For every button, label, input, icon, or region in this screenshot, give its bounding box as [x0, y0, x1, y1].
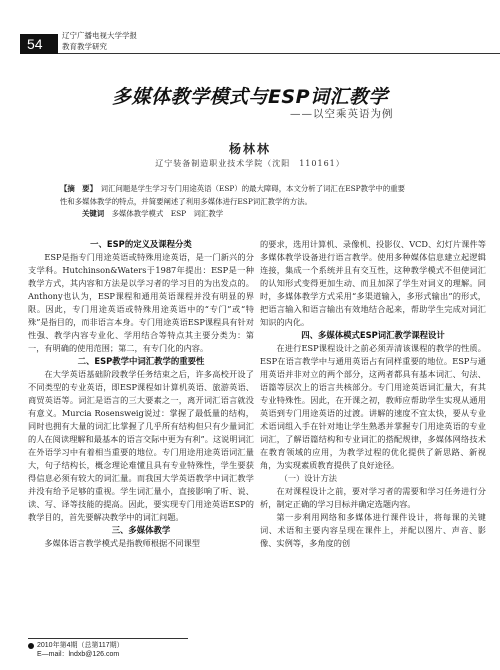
bullet-icon — [28, 643, 34, 649]
paragraph: 第一步利用网络和多媒体进行课件设计，将每课的关键词、术语和主要内容呈现在课件上，并配以图片、声音、影像、实例等，多角度的创 — [260, 512, 486, 548]
footer-rule — [28, 638, 188, 639]
section-heading-4: 四、多媒体模式ESP词汇教学课程设计 — [301, 330, 445, 340]
issue-line — [28, 641, 228, 650]
paragraph: ESP是指专门用途英语或特殊用途英语，是一门新兴的分支学科。Hutchinson&Waters于1987年提出：ESP是一种教学方式，其内容和方法是以学习者的学习目的为出发点的。Anthony也认为，ESP课程和通用英语课程并没有明显的界限。因此，专门用途英语或特殊用途英语中的“专门”或“特殊”是指目的，而非语言本身。专门用途英语ESP课程具有针对性强、教学内容专业化、学用结合等特点其主要分类为：第一，有明确的使用范围；第二，有专门化的内容。 — [28, 252, 254, 353]
abstract — [60, 183, 450, 221]
page-number: 54 — [20, 34, 58, 54]
author-affiliation: 辽宁装备制造职业技术学院（沈阳 110161） — [155, 159, 345, 168]
article-subtitle: ——以空乘英语为例 — [290, 108, 394, 120]
email-address: E—mail：lndxb@126.com — [37, 651, 120, 658]
subsection-heading: （一）设计方法 — [279, 473, 337, 483]
paragraph: 在对课程设计之前，要对学习者的需要和学习任务进行分析，制定正确的学习目标并确定选题内容。 — [260, 486, 486, 509]
abstract-text-2: 性和多媒体教学的特点，并简要阐述了利用多媒体进行ESP词汇教学的方法。 — [60, 196, 312, 206]
paragraph: 在大学英语基础阶段教学任务结束之后，许多高校开设了不同类型的专业英语，即ESP课程如计算机英语、旅游英语、商贸英语等。词汇是语言的三大要素之一，离开词汇语言就没有意义。Murcia Rosensweig说过：掌握了最低量的结构，同时也拥有大量的词汇比掌握了几乎所有结构但只有少量词汇的人在阅读理解和最基本的语言交际中更为有利”。这说明词汇在外语学习中有着相当重要的地位。专门用途用途英语词汇量大，句子结构长，概念理论难懂且具有专业特殊性，学生要获得信息必须有较大的词汇量。而我国大学英语教学中词汇教学并没有给予足够的重视。学生词汇量小，直接影响了听、说、读、写、译等技能的提高。因此，要实现专门用途英语ESP的教学目的，首先要解决教学中的词汇问题。 — [28, 369, 254, 522]
right-column — [260, 238, 486, 550]
abstract-line-1 — [60, 183, 450, 196]
keywords-line — [60, 208, 450, 221]
abstract-label: 【摘 要】 — [60, 184, 94, 193]
page-footer — [28, 638, 228, 659]
journal-name: 辽宁广播电视大学学报 — [62, 31, 137, 40]
keywords-label: 关键词 — [82, 209, 105, 218]
journal-section: 教育教学研究 — [62, 42, 107, 51]
abstract-text-1: 词汇问题是学生学习专门用途英语（ESP）的最大障碍，本文分析了词汇在ESP教学中的重要 — [100, 184, 405, 193]
keywords: 多媒体教学模式 ESP 词汇教学 — [111, 209, 224, 218]
header-rule — [58, 53, 500, 54]
issue-info: 2010年第4期（总第117期） — [37, 642, 124, 649]
paragraph: 在进行ESP课程设计之前必须弄清该课程的教学的性质。ESP在语言教学中与通用英语占有同样重要的地位。ESP与通用英语并非对立的两个部分，这两者都具有基本词汇、句法、语篇等层次上的语言共核部分。专门用途英语词汇量大，有其专业特殊性。因此，在开课之初，教师应帮助学生实现从通用英语到专门用途英语的过渡。讲解的速度不宜太快，要从专业术语词组入手在针对地让学生熟悉并掌握专门用途英语的专业词汇，了解语篇结构和专业词汇的搭配规律，多媒体网络技术在教育领域的应用，为教学过程的优化提供了新思路、新视角，为实现素质教育提供了良好途径。 — [260, 343, 486, 470]
paragraph: 多媒体语言教学模式是指教师根据不同课型 — [44, 538, 200, 548]
left-column — [28, 238, 254, 550]
article-author: 杨林林 — [228, 142, 271, 156]
article-title: 多媒体教学模式与ESP词汇教学 — [111, 86, 389, 108]
page-header — [0, 30, 500, 54]
section-heading-1: 一、ESP的定义及课程分类 — [90, 239, 192, 249]
section-heading-3: 三、多媒体教学 — [111, 525, 171, 535]
section-heading-2: 二、ESP教学中词汇教学的重要性 — [77, 356, 205, 366]
paragraph: 的要求，选用计算机、录像机、投影仪、VCD、幻灯片课件等多媒体教学设备进行语言教学。使用多种媒体信息建立起逻辑连接，集成一个系统并且有交互性，这种教学模式不但使词汇的认知形式变得更加生动、而且加深了学生对词义的理解。同时，多媒体教学方式采用“多渠道输入，多形式输出”的形式，把语言输入和语言输出有效地结合起来，帮助学生完成对词汇知识的内化。 — [260, 239, 486, 327]
